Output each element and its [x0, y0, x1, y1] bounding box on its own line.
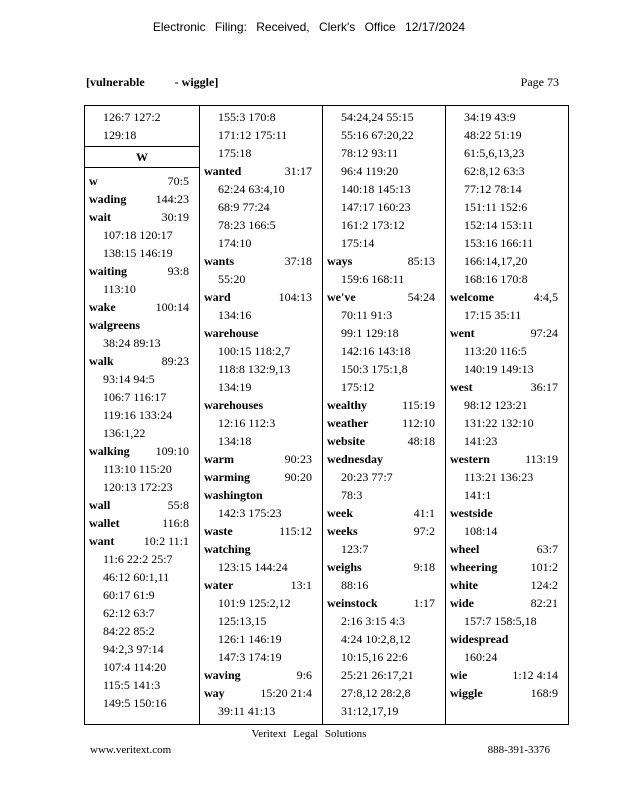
ref-line: 119:16 133:24 [103, 408, 173, 422]
ref-line: 107:4 114:20 [103, 660, 167, 674]
entry-head [204, 162, 318, 180]
index-entry [450, 450, 564, 504]
first-ref: 97:2 [413, 524, 435, 538]
entry-head [327, 432, 441, 450]
index-entry [89, 172, 195, 190]
index-word: weighs [327, 560, 362, 574]
index-word: western [450, 452, 490, 466]
index-entry [204, 468, 318, 486]
word-index-table [84, 105, 569, 725]
ref-line: 38:24 89:13 [103, 336, 161, 350]
ref-line: 159:6 168:11 [341, 272, 405, 286]
index-word: wealthy [327, 398, 367, 412]
index-word: waste [204, 524, 233, 538]
first-ref: 63:7 [536, 542, 558, 556]
ref-line: 149:5 150:16 [103, 696, 167, 710]
entry-head [204, 252, 318, 270]
footer-phone: 888-391-3376 [487, 744, 550, 756]
index-word: west [450, 380, 473, 394]
first-ref: 115:19 [402, 398, 435, 412]
index-word: waiting [89, 264, 128, 278]
entry-head [89, 208, 195, 226]
ref-line: 84:22 85:2 [103, 624, 155, 638]
entry-head [327, 594, 441, 612]
first-ref: 144:23 [155, 192, 189, 206]
first-ref: 30:19 [161, 210, 189, 224]
ref-line: 155:3 170:8 [218, 110, 276, 124]
index-word: warming [204, 470, 250, 484]
index-entry [204, 324, 318, 396]
index-entry [204, 540, 318, 576]
ref-line: 46:12 60:1,11 [103, 570, 170, 584]
index-word: weeks [327, 524, 358, 538]
ref-line: 174:10 [218, 236, 252, 250]
ref-line: 62:12 63:7 [103, 606, 155, 620]
index-entry [327, 432, 441, 450]
index-word: weather [327, 416, 369, 430]
index-entry [204, 684, 318, 720]
ref-line: 108:14 [464, 524, 498, 538]
first-ref: 9:6 [296, 668, 312, 682]
ref-line: 77:12 78:14 [464, 182, 522, 196]
index-entry [89, 190, 195, 208]
index-column-2 [199, 106, 322, 724]
first-ref: 70:5 [167, 174, 189, 188]
ref-line: 120:13 172:23 [103, 480, 173, 494]
filing-header: Electronic Filing: Received, Clerk's Office 12/17/2024 [152, 20, 466, 34]
ref-line: 160:24 [464, 650, 498, 664]
ref-line: 54:24,24 55:15 [341, 110, 414, 124]
ref-line: 27:8,12 28:2,8 [341, 686, 411, 700]
index-entry [89, 316, 195, 352]
index-word: week [327, 506, 353, 520]
first-ref: 113:19 [525, 452, 558, 466]
ref-line: 168:16 170:8 [464, 272, 528, 286]
first-ref: 104:13 [278, 290, 312, 304]
ref-line: 161:2 173:12 [341, 218, 405, 232]
index-entry [204, 162, 318, 252]
ref-line: 175:12 [341, 380, 375, 394]
ref-line: 70:11 91:3 [341, 308, 393, 322]
entry-head [89, 442, 195, 460]
ref-line: 115:5 141:3 [103, 678, 161, 692]
first-ref: 13:1 [290, 578, 312, 592]
index-word: watching [204, 542, 251, 556]
ref-line: 141:23 [464, 434, 498, 448]
ref-line: 150:3 175:1,8 [341, 362, 408, 376]
entry-head [204, 684, 318, 702]
index-word: wall [89, 498, 111, 512]
index-word: warehouses [204, 398, 264, 412]
index-word: wheel [450, 542, 480, 556]
ref-line: 140:18 145:13 [341, 182, 411, 196]
index-word: way [204, 686, 225, 700]
ref-line: 171:12 175:11 [218, 128, 288, 142]
index-word: wants [204, 254, 235, 268]
ref-line: 11:6 22:2 25:7 [103, 552, 173, 566]
first-ref: 109:10 [155, 444, 189, 458]
ref-line: 113:10 115:20 [103, 462, 172, 476]
ref-line: 175:18 [218, 146, 252, 160]
first-ref: 101:2 [530, 560, 558, 574]
index-entry [450, 576, 564, 594]
index-word: we've [327, 290, 356, 304]
index-word: walking [89, 444, 130, 458]
entry-head [204, 396, 318, 414]
entry-head [327, 252, 441, 270]
ref-line: 31:12,17,19 [341, 704, 399, 718]
first-ref: 1:12 4:14 [512, 668, 558, 682]
ref-line: 61:5,6,13,23 [464, 146, 525, 160]
index-word: wednesday [327, 452, 384, 466]
index-entry [89, 262, 195, 298]
ref-line: 134:19 [218, 380, 252, 394]
ref-line: 93:14 94:5 [103, 372, 155, 386]
entry-head [450, 288, 564, 306]
entry-head [450, 378, 564, 396]
ref-line: 126:7 127:2 [103, 110, 161, 124]
index-word: wiggle [450, 686, 483, 700]
index-entry [89, 298, 195, 316]
page-number: Page 73 [520, 75, 559, 89]
entry-head [89, 316, 195, 334]
ref-line: 113:21 136:23 [464, 470, 534, 484]
ref-line: 107:18 120:17 [103, 228, 173, 242]
index-entry [204, 396, 318, 450]
first-ref: 10:2 11:1 [143, 534, 189, 548]
entry-head [450, 666, 564, 684]
first-ref: 31:17 [284, 164, 312, 178]
ref-line: 101:9 125:2,12 [218, 596, 291, 610]
ref-line: 147:17 160:23 [341, 200, 411, 214]
index-entry [450, 666, 564, 684]
entry-head [89, 298, 195, 316]
first-ref: 112:10 [402, 416, 435, 430]
ref-line: 106:7 116:17 [103, 390, 167, 404]
ref-line: 17:15 35:11 [464, 308, 522, 322]
entry-head [204, 576, 318, 594]
first-ref: 37:18 [284, 254, 312, 268]
index-word: warm [204, 452, 234, 466]
index-entry [327, 558, 441, 594]
ref-line: 62:8,12 63:3 [464, 164, 525, 178]
ref-line: 99:1 129:18 [341, 326, 399, 340]
continued-refs [85, 108, 199, 144]
entry-head [450, 450, 564, 468]
first-ref: 93:8 [167, 264, 189, 278]
first-ref: 1:17 [413, 596, 435, 610]
ref-line: 39:11 41:13 [218, 704, 276, 718]
index-entry [327, 504, 441, 522]
first-ref: 82:21 [530, 596, 558, 610]
first-ref: 85:13 [407, 254, 435, 268]
entry-head [204, 450, 318, 468]
ref-line: 25:21 26:17,21 [341, 668, 414, 682]
ref-line: 78:3 [341, 488, 363, 502]
entry-head [450, 504, 564, 522]
entry-head [327, 522, 441, 540]
ref-line: 10:15,16 22:6 [341, 650, 408, 664]
index-column-3 [322, 106, 445, 724]
index-entry [204, 522, 318, 540]
entry-head [204, 666, 318, 684]
ref-line: 129:18 [103, 128, 137, 142]
ref-line: 136:1,22 [103, 426, 146, 440]
footer-company: Veritext Legal Solutions [251, 728, 367, 740]
first-ref: 55:8 [167, 498, 189, 512]
entry-head [89, 496, 195, 514]
entry-head [450, 540, 564, 558]
first-ref: 97:24 [530, 326, 558, 340]
ref-line: 20:23 77:7 [341, 470, 393, 484]
ref-line: 166:14,17,20 [464, 254, 528, 268]
ref-line: 78:12 93:11 [341, 146, 399, 160]
index-entry [204, 252, 318, 288]
first-ref: 89:23 [161, 354, 189, 368]
entry-head [204, 468, 318, 486]
index-word: warehouse [204, 326, 259, 340]
index-word: ways [327, 254, 353, 268]
index-entry [327, 522, 441, 558]
entry-head [89, 532, 195, 550]
entry-head [89, 514, 195, 532]
ref-line: 2:16 3:15 4:3 [341, 614, 406, 628]
ref-line: 125:13,15 [218, 614, 267, 628]
ref-line: 68:9 77:24 [218, 200, 270, 214]
letter-heading: W [85, 146, 199, 168]
index-entry [89, 532, 195, 712]
ref-line: 175:14 [341, 236, 375, 250]
index-entry [327, 450, 441, 504]
index-word: widespread [450, 632, 509, 646]
index-column-1 [85, 106, 199, 724]
index-word: washington [204, 488, 263, 502]
ref-line: 134:18 [218, 434, 252, 448]
index-word: wanted [204, 164, 242, 178]
ref-line: 123:7 [341, 542, 369, 556]
index-entry [327, 252, 441, 288]
ref-line: 12:16 112:3 [218, 416, 276, 430]
index-word: wading [89, 192, 127, 206]
first-ref: 4:4,5 [533, 290, 558, 304]
ref-line: 78:23 166:5 [218, 218, 276, 232]
ref-line: 152:14 153:11 [464, 218, 534, 232]
first-ref: 124:2 [530, 578, 558, 592]
ref-line: 142:16 143:18 [341, 344, 411, 358]
entry-head [89, 172, 195, 190]
ref-line: 123:15 144:24 [218, 560, 288, 574]
entry-head [327, 288, 441, 306]
ref-line: 98:12 123:21 [464, 398, 528, 412]
index-word: welcome [450, 290, 494, 304]
index-word: ward [204, 290, 231, 304]
ref-line: 55:16 67:20,22 [341, 128, 414, 142]
entry-head [204, 324, 318, 342]
ref-line: 100:15 118:2,7 [218, 344, 291, 358]
index-entry [204, 666, 318, 684]
index-word: website [327, 434, 365, 448]
index-entry [89, 496, 195, 514]
index-entry [327, 396, 441, 414]
ref-line: 147:3 174:19 [218, 650, 282, 664]
first-ref: 48:18 [407, 434, 435, 448]
ref-line: 113:10 [103, 282, 136, 296]
index-column-4 [445, 106, 568, 724]
first-ref: 90:20 [284, 470, 312, 484]
index-word: white [450, 578, 478, 592]
entry-head [450, 558, 564, 576]
first-ref: 168:9 [530, 686, 558, 700]
ref-line: 118:8 132:9,13 [218, 362, 291, 376]
ref-line: 48:22 51:19 [464, 128, 522, 142]
first-ref: 90:23 [284, 452, 312, 466]
index-entry [450, 630, 564, 666]
index-entry [89, 352, 195, 442]
first-ref: 116:8 [162, 516, 189, 530]
entry-head [327, 558, 441, 576]
index-range: [vulnerable - wiggle] [86, 75, 219, 89]
entry-head [327, 450, 441, 468]
index-word: walk [89, 354, 114, 368]
ref-line: 34:19 43:9 [464, 110, 516, 124]
ref-line: 131:22 132:10 [464, 416, 534, 430]
first-ref: 115:12 [279, 524, 312, 538]
index-word: w [89, 174, 98, 188]
entry-head [204, 522, 318, 540]
entry-head [450, 324, 564, 342]
index-entry [450, 288, 564, 324]
index-word: waving [204, 668, 241, 682]
ref-line: 113:20 116:5 [464, 344, 527, 358]
ref-line: 62:24 63:4,10 [218, 182, 285, 196]
index-entry [450, 684, 564, 702]
index-entry [450, 594, 564, 630]
entry-head [204, 540, 318, 558]
ref-line: 142:3 175:23 [218, 506, 282, 520]
index-entry [450, 324, 564, 378]
index-entry [204, 576, 318, 666]
ref-line: 94:2,3 97:14 [103, 642, 164, 656]
entry-head [327, 504, 441, 522]
index-word: went [450, 326, 475, 340]
ref-line: 88:16 [341, 578, 369, 592]
index-word: water [204, 578, 234, 592]
index-word: westside [450, 506, 493, 520]
ref-line: 4:24 10:2,8,12 [341, 632, 411, 646]
index-entry [89, 442, 195, 496]
index-entry [204, 486, 318, 522]
index-entry [89, 514, 195, 532]
entry-head [204, 486, 318, 504]
index-entry [450, 378, 564, 450]
footer-website: www.veritext.com [90, 744, 172, 756]
entry-head [89, 190, 195, 208]
index-entry [327, 288, 441, 396]
index-word: wallet [89, 516, 120, 530]
index-entry [327, 594, 441, 720]
ref-line: 138:15 146:19 [103, 246, 173, 260]
index-word: wide [450, 596, 474, 610]
index-word: wheering [450, 560, 498, 574]
index-word: weinstock [327, 596, 378, 610]
index-entry [450, 504, 564, 540]
index-word: wait [89, 210, 111, 224]
entry-head [327, 396, 441, 414]
index-word: want [89, 534, 115, 548]
ref-line: 151:11 152:6 [464, 200, 528, 214]
ref-line: 153:16 166:11 [464, 236, 534, 250]
first-ref: 54:24 [407, 290, 435, 304]
index-entry [204, 288, 318, 324]
entry-head [89, 352, 195, 370]
entry-head [450, 576, 564, 594]
index-word: walgreens [89, 318, 141, 332]
ref-line: 140:19 149:13 [464, 362, 534, 376]
ref-line: 141:1 [464, 488, 492, 502]
first-ref: 15:20 21:4 [260, 686, 312, 700]
entry-head [450, 594, 564, 612]
ref-line: 157:7 158:5,18 [464, 614, 537, 628]
entry-head [204, 288, 318, 306]
ref-line: 55:20 [218, 272, 246, 286]
first-ref: 36:17 [530, 380, 558, 394]
entry-head [327, 414, 441, 432]
index-entry [450, 540, 564, 558]
index-entry [89, 208, 195, 262]
index-entry [327, 414, 441, 432]
entry-head [450, 630, 564, 648]
ref-line: 60:17 61:9 [103, 588, 155, 602]
ref-line: 126:1 146:19 [218, 632, 282, 646]
index-word: wie [450, 668, 468, 682]
entry-head [89, 262, 195, 280]
ref-line: 134:16 [218, 308, 252, 322]
index-word: wake [89, 300, 116, 314]
first-ref: 9:18 [413, 560, 435, 574]
ref-line: 96:4 119:20 [341, 164, 399, 178]
first-ref: 41:1 [413, 506, 435, 520]
entry-head [450, 684, 564, 702]
first-ref: 100:14 [155, 300, 189, 314]
index-entry [204, 450, 318, 468]
index-entry [450, 558, 564, 576]
